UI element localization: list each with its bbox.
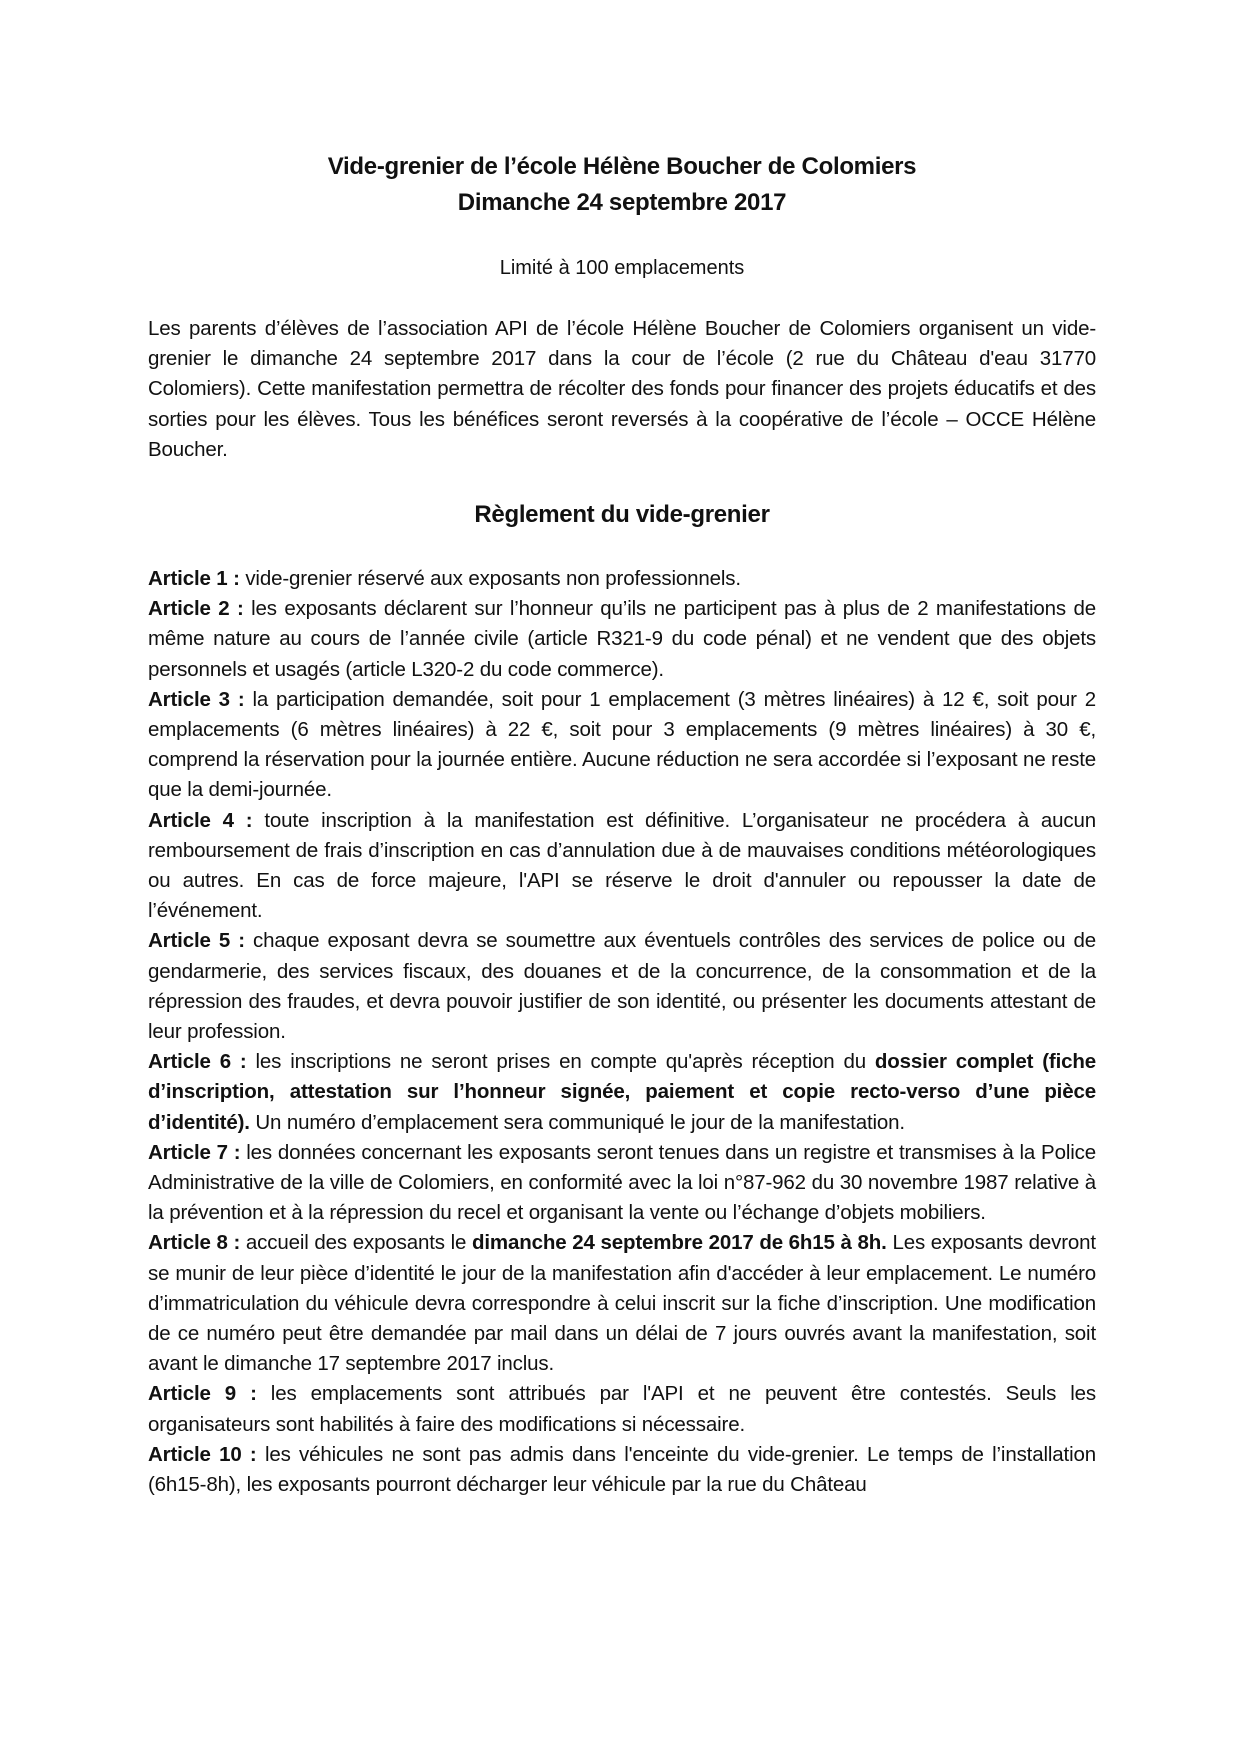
article-text: la participation demandée, soit pour 1 emplacement (3 mètres linéaires) à 12 €, soit pour 2 emplacements (6 mètres linéaires) à 22 €, soit pour 3 emplacements (9 mètres linéaires) à 30 €, comprend la réservation pour la journée entière. Aucune réduction ne sera accordée si l’exposant ne reste que la demi-journée. bbox=[148, 687, 1096, 802]
article-9 bbox=[148, 1379, 1096, 1439]
article-7 bbox=[148, 1138, 1096, 1229]
capacity-note: Limité à 100 emplacements bbox=[499, 257, 745, 279]
article-label: Article 2 : bbox=[148, 597, 244, 621]
article-label: Article 3 : bbox=[148, 687, 245, 711]
article-1 bbox=[148, 564, 1096, 594]
article-text: les données concernant les exposants seront tenues dans un registre et transmises à la Police Administrative de la ville de Colomiers, en conformité avec la loi n°87-962 du 30 novembre 1987 relative à la prévention et à la répression du recel et organisant la vente ou l’échange d’objets mobiliers. bbox=[148, 1140, 1096, 1225]
article-text: les exposants déclarent sur l’honneur qu’ils ne participent pas à plus de 2 manifestations de même nature au cours de l’année civile (article R321-9 du code pénal) et ne vendent que des objets personnels et usagés (article L320-2 du code commerce). bbox=[148, 597, 1096, 681]
document-title: Vide-grenier de l’école Hélène Boucher de Colomiers bbox=[327, 153, 917, 180]
article-text: toute inscription à la manifestation est définitive. L’organisateur ne procédera à aucun remboursement de frais d’inscription en cas d’annulation due à de mauvaises conditions météorologiques ou autres. En cas de force majeure, l'API se réserve le droit d'annuler ou repousser la date de l’événement. bbox=[148, 808, 1096, 923]
rules-heading: Règlement du vide-grenier bbox=[474, 501, 770, 528]
article-6 bbox=[148, 1047, 1096, 1138]
event-date-heading: Dimanche 24 septembre 2017 bbox=[457, 189, 787, 216]
article-label: Article 5 : bbox=[148, 929, 245, 953]
article-8 bbox=[148, 1228, 1096, 1379]
article-text: vide-grenier réservé aux exposants non professionnels. bbox=[239, 567, 741, 590]
rules-list bbox=[148, 564, 1096, 1500]
article-label: Article 1 : bbox=[148, 567, 240, 590]
article-3 bbox=[148, 685, 1096, 806]
article-label: Article 10 : bbox=[148, 1442, 257, 1466]
article-text: accueil des exposants le bbox=[240, 1231, 473, 1255]
article-10 bbox=[148, 1440, 1096, 1500]
article-label: Article 4 : bbox=[148, 808, 253, 832]
article-emphasis: dossier complet (fiche d’inscription, attestation sur l’honneur signée, paiement et copie recto-verso d’une pièce d’identité). bbox=[148, 1050, 1096, 1134]
article-text: chaque exposant devra se soumettre aux éventuels contrôles des services de police ou de gendarmerie, des services fiscaux, des douanes et de la concurrence, de la consommation et de la répression des fraudes, et devra pouvoir justifier de son identité, ou présenter les documents attestant de leur profession. bbox=[148, 929, 1096, 1044]
article-text: Un numéro d’emplacement sera communiqué le jour de la manifestation. bbox=[249, 1110, 905, 1134]
article-text: les emplacements sont attribués par l'API et ne peuvent être contestés. Seuls les organisateurs sont habilités à faire des modifications si nécessaire. bbox=[148, 1382, 1097, 1436]
article-text: les inscriptions ne seront prises en compte qu'après réception du bbox=[246, 1050, 875, 1074]
article-4 bbox=[148, 806, 1096, 927]
article-text: Les exposants devront se munir de leur pièce d’identité le jour de la manifestation afin d'accéder à leur emplacement. Le numéro d’immatriculation du véhicule devra correspondre à celui inscrit sur la fiche d’inscription. Une modification de ce numéro peut être demandée par mail dans un délai de 7 jours ouvrés avant la manifestation, soit avant le dimanche 17 septembre 2017 inclus. bbox=[148, 1231, 1096, 1376]
article-text: les véhicules ne sont pas admis dans l'enceinte du vide-grenier. Le temps de l’installation (6h15-8h), les exposants pourront décharger leur véhicule par la rue du Château bbox=[148, 1442, 1096, 1497]
article-label: Article 7 : bbox=[148, 1140, 241, 1164]
article-2 bbox=[148, 594, 1096, 685]
article-label: Article 8 : bbox=[148, 1231, 241, 1255]
article-label: Article 9 : bbox=[148, 1382, 257, 1406]
article-emphasis: dimanche 24 septembre 2017 de 6h15 à 8h. bbox=[472, 1231, 887, 1255]
intro-paragraph: Les parents d’élèves de l’association API de l’école Hélène Boucher de Colomiers organisent un vide-grenier le dimanche 24 septembre 2017 dans la cour de l’école (2 rue du Château d'eau 31770 Colomiers). Cette manifestation permettra de récolter des fonds pour financer des projets éducatifs et des sorties pour les élèves. Tous les bénéfices seront reversés à la coopérative de l’école – OCCE Hélène Boucher. bbox=[148, 317, 1096, 461]
article-label: Article 6 : bbox=[148, 1050, 247, 1074]
article-5 bbox=[148, 926, 1096, 1047]
